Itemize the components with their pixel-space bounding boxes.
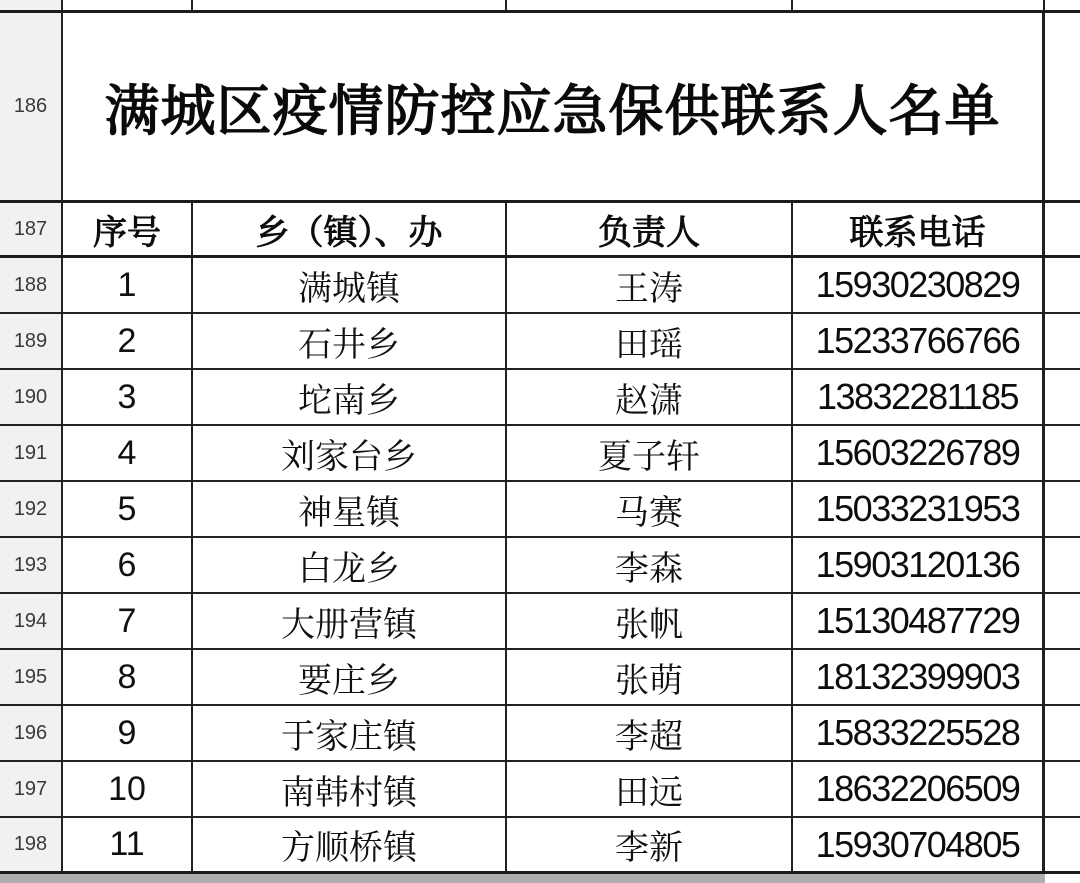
person-value: 李超 — [615, 717, 683, 756]
cell-seq[interactable] — [63, 258, 193, 312]
phone-value: 18132399903 — [815, 656, 1020, 697]
person-value: 马赛 — [615, 493, 683, 532]
cell-phone[interactable] — [793, 706, 1045, 760]
row-number-cell[interactable] — [0, 0, 63, 10]
sheet-margin — [1045, 258, 1080, 312]
sheet-margin — [1045, 314, 1080, 368]
sheet-margin — [1045, 818, 1080, 871]
cell-phone[interactable] — [793, 650, 1045, 704]
row-number-label: 194 — [13, 609, 48, 632]
cell-person[interactable] — [507, 314, 793, 368]
town-value: 南韩村镇 — [281, 773, 417, 812]
cell-seq[interactable] — [63, 594, 193, 648]
cell-phone[interactable] — [793, 258, 1045, 312]
row-number-label: 195 — [13, 665, 48, 688]
row-number-cell[interactable] — [0, 258, 63, 312]
cell-phone[interactable] — [793, 482, 1045, 536]
header-cell-town[interactable] — [193, 203, 507, 255]
cell-person[interactable] — [507, 762, 793, 816]
person-value: 田瑶 — [615, 325, 683, 364]
phone-value: 15130487729 — [815, 600, 1020, 641]
cell-seq[interactable] — [63, 706, 193, 760]
row-number-cell[interactable] — [0, 482, 63, 536]
phone-value: 15930230829 — [815, 264, 1020, 305]
cell-person[interactable] — [507, 594, 793, 648]
row-number-cell[interactable] — [0, 13, 63, 200]
table-row — [0, 370, 1080, 426]
seq-value: 1 — [117, 265, 137, 304]
sheet-margin — [1045, 874, 1080, 883]
sheet-margin — [1045, 370, 1080, 424]
phone-value: 15033231953 — [815, 488, 1020, 529]
row-number-label: 197 — [13, 777, 48, 800]
phone-value: 15603226789 — [815, 432, 1020, 473]
town-value: 满城镇 — [298, 269, 400, 308]
header-cell-seq[interactable] — [63, 203, 193, 255]
table-header-row — [0, 203, 1080, 258]
column-header-label: 乡（镇）、办 — [255, 213, 443, 252]
sheet-margin — [1045, 0, 1080, 10]
cell-town[interactable] — [193, 482, 507, 536]
bottom-partial-strip — [0, 874, 1080, 883]
phone-value: 15833225528 — [815, 712, 1020, 753]
town-value: 刘家台乡 — [281, 437, 417, 476]
cell-seq[interactable] — [63, 538, 193, 592]
cell-phone[interactable] — [793, 762, 1045, 816]
town-value: 于家庄镇 — [281, 717, 417, 756]
row-number-label: 187 — [13, 217, 48, 240]
cell-town[interactable] — [193, 818, 507, 871]
row-number-label: 188 — [13, 273, 48, 296]
table-row — [0, 762, 1080, 818]
seq-value: 6 — [117, 545, 137, 584]
phone-value: 18632206509 — [815, 768, 1020, 809]
seq-value: 11 — [109, 825, 145, 863]
cell-town[interactable] — [193, 594, 507, 648]
column-header-label: 负责人 — [598, 213, 700, 252]
cell-town[interactable] — [193, 538, 507, 592]
sheet-margin — [1045, 706, 1080, 760]
seq-value: 5 — [117, 489, 137, 528]
row-number-cell[interactable] — [0, 203, 63, 255]
partial-cell[interactable] — [193, 0, 507, 10]
town-value: 白龙乡 — [298, 549, 400, 588]
row-number-cell[interactable] — [0, 538, 63, 592]
row-number-label: 189 — [13, 329, 48, 352]
column-header-label: 序号 — [93, 213, 161, 252]
cell-person[interactable] — [507, 370, 793, 424]
cell-person[interactable] — [507, 426, 793, 480]
table-row — [0, 706, 1080, 762]
row-number-cell[interactable] — [0, 426, 63, 480]
row-number-label: 198 — [13, 833, 48, 855]
row-number-cell[interactable] — [0, 650, 63, 704]
row-number-label: 193 — [13, 553, 48, 576]
sheet-margin — [1045, 426, 1080, 480]
town-value: 方顺桥镇 — [281, 829, 417, 867]
sheet-margin — [1045, 594, 1080, 648]
seq-value: 3 — [117, 377, 137, 416]
town-value: 神星镇 — [298, 493, 400, 532]
row-number-label: 186 — [13, 95, 48, 117]
person-value: 夏子轩 — [598, 437, 700, 476]
person-value: 张萌 — [615, 661, 683, 700]
seq-value: 9 — [117, 713, 137, 752]
seq-value: 8 — [117, 657, 137, 696]
row-number-label: 192 — [13, 497, 48, 520]
phone-value: 15233766766 — [815, 320, 1020, 361]
partial-cell[interactable] — [63, 0, 193, 10]
sheet-margin — [1045, 13, 1080, 200]
town-value: 大册营镇 — [281, 605, 417, 644]
header-cell-phone[interactable] — [793, 203, 1045, 255]
cell-person[interactable] — [507, 818, 793, 871]
partial-cell[interactable] — [793, 0, 1045, 10]
town-value: 石井乡 — [298, 325, 400, 364]
cell-person[interactable] — [507, 538, 793, 592]
cell-phone[interactable] — [793, 426, 1045, 480]
town-value: 要庄乡 — [298, 661, 400, 700]
page-title: 满城区疫情防控应急保供联系人名单 — [104, 80, 1001, 142]
cell-seq[interactable] — [63, 762, 193, 816]
seq-value: 7 — [117, 601, 137, 640]
row-number-label: 196 — [13, 721, 48, 744]
title-cell[interactable] — [63, 13, 1045, 200]
person-value: 李森 — [615, 549, 683, 588]
row-number-label: 191 — [13, 441, 48, 464]
seq-value: 10 — [108, 769, 146, 808]
row-number-cell[interactable] — [0, 370, 63, 424]
table-row — [0, 594, 1080, 650]
cell-town[interactable] — [193, 370, 507, 424]
cell-seq[interactable] — [63, 650, 193, 704]
cell-person[interactable] — [507, 258, 793, 312]
seq-value: 4 — [117, 433, 137, 472]
seq-value: 2 — [117, 321, 137, 360]
phone-value: 15903120136 — [815, 544, 1020, 585]
cell-seq[interactable] — [63, 818, 193, 871]
cell-town[interactable] — [193, 706, 507, 760]
table-row — [0, 314, 1080, 370]
phone-value: 15930704805 — [815, 823, 1020, 865]
person-value: 王涛 — [615, 269, 683, 308]
cell-seq[interactable] — [63, 426, 193, 480]
table-row — [0, 650, 1080, 706]
cell-seq[interactable] — [63, 482, 193, 536]
column-header-label: 联系电话 — [849, 213, 986, 252]
sheet-margin — [1045, 650, 1080, 704]
partial-top-row — [0, 0, 1080, 13]
cell-town[interactable] — [193, 762, 507, 816]
row-number-label: 190 — [13, 385, 48, 408]
person-value: 田远 — [615, 773, 683, 812]
town-value: 坨南乡 — [298, 381, 400, 420]
title-row — [0, 13, 1080, 203]
cell-phone[interactable] — [793, 314, 1045, 368]
cell-town[interactable] — [193, 650, 507, 704]
table-row — [0, 426, 1080, 482]
cell-phone[interactable] — [793, 594, 1045, 648]
row-number-cell[interactable] — [0, 818, 63, 871]
cell-phone[interactable] — [793, 370, 1045, 424]
cell-person[interactable] — [507, 706, 793, 760]
sheet-margin — [1045, 482, 1080, 536]
table-row — [0, 538, 1080, 594]
table-body — [0, 258, 1080, 874]
row-number-cell[interactable] — [0, 706, 63, 760]
sheet-margin — [1045, 538, 1080, 592]
cell-phone[interactable] — [793, 538, 1045, 592]
table-row — [0, 258, 1080, 314]
table-row — [0, 818, 1080, 874]
sheet-margin — [1045, 762, 1080, 816]
row-number-cell[interactable] — [0, 594, 63, 648]
cell-person[interactable] — [507, 650, 793, 704]
table-row — [0, 482, 1080, 538]
cell-seq[interactable] — [63, 370, 193, 424]
cell-seq[interactable] — [63, 314, 193, 368]
partial-cell[interactable] — [507, 0, 793, 10]
person-value: 李新 — [615, 829, 683, 867]
cell-town[interactable] — [193, 426, 507, 480]
cell-phone[interactable] — [793, 818, 1045, 871]
header-cell-person[interactable] — [507, 203, 793, 255]
cell-town[interactable] — [193, 258, 507, 312]
person-value: 张帆 — [615, 605, 683, 644]
bottom-strip-fill — [0, 874, 1045, 883]
sheet-margin — [1045, 203, 1080, 255]
phone-value: 13832281185 — [816, 376, 1019, 417]
cell-person[interactable] — [507, 482, 793, 536]
cell-town[interactable] — [193, 314, 507, 368]
row-number-cell[interactable] — [0, 314, 63, 368]
person-value: 赵潇 — [615, 381, 683, 420]
row-number-cell[interactable] — [0, 762, 63, 816]
